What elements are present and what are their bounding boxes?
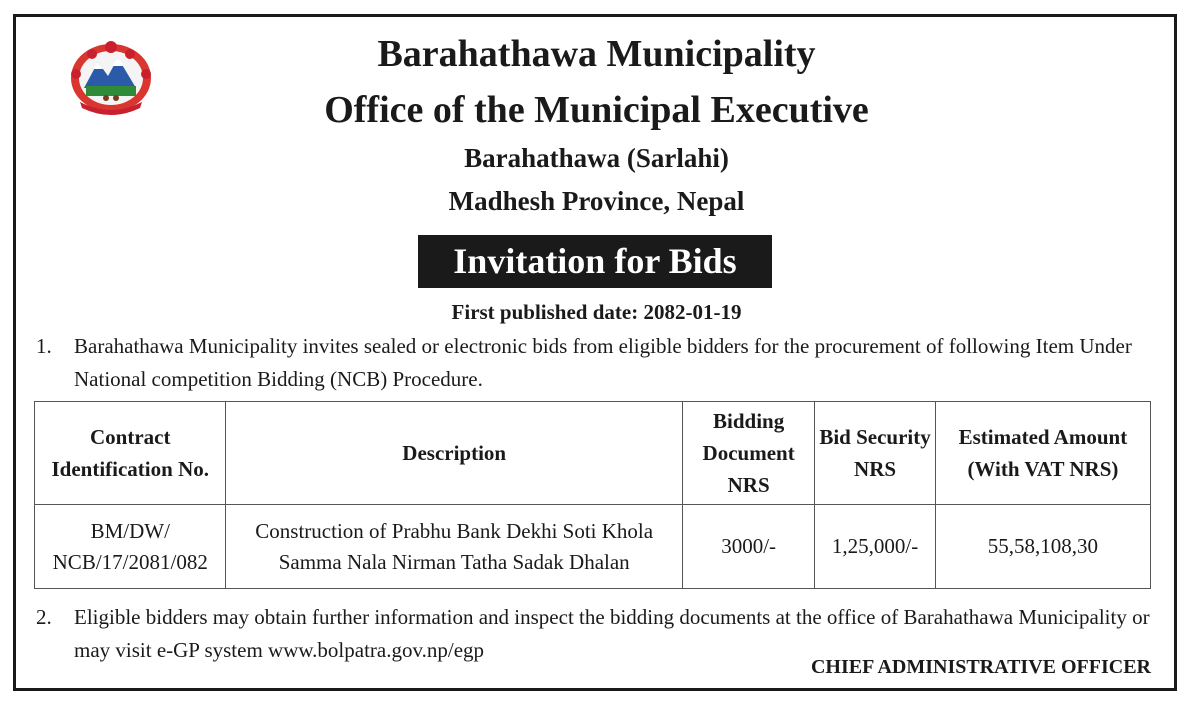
notice-banner: Invitation for Bids [418, 235, 772, 288]
bid-security-cell: 1,25,000/- [815, 505, 936, 589]
paragraph-1 [36, 330, 1156, 396]
column-header: Contract Identification No. [35, 402, 226, 505]
column-header: Description [226, 402, 682, 505]
bid-table [34, 401, 1151, 589]
paragraph-number: 1. [36, 334, 52, 358]
location-line: Barahathawa (Sarlahi) [464, 143, 729, 173]
paragraph-text: Eligible bidders may obtain further information and inspect the bidding documents at the office of Barahathawa Municipality or may visit e-GP system www.bolpatra.gov.np/egp [74, 605, 1150, 662]
paragraph-text: Barahathawa Municipality invites sealed or electronic bids from eligible bidders for the procurement of following Item Under National competition Bidding (NCB) Procedure. [74, 334, 1132, 391]
published-date: First published date: 2082-01-19 [451, 300, 742, 324]
province-line: Madhesh Province, Nepal [448, 186, 745, 216]
column-header: Bid Security NRS [815, 402, 936, 505]
contract-id-cell: BM/DW/ NCB/17/2081/082 [35, 505, 226, 589]
office-title: Office of the Municipal Executive [324, 89, 869, 131]
estimated-amount-cell: 55,58,108,30 [935, 505, 1150, 589]
description-cell: Construction of Prabhu Bank Dekhi Soti Khola Samma Nala Nirman Tatha Sadak Dhalan [226, 505, 682, 589]
bidding-document-cell: 3000/- [682, 505, 814, 589]
municipality-title: Barahathawa Municipality [377, 33, 816, 75]
column-header: Bidding Document NRS [682, 402, 814, 505]
paragraph-number: 2. [36, 605, 52, 629]
table-header-row [35, 402, 1151, 505]
column-header: Estimated Amount (With VAT NRS) [935, 402, 1150, 505]
table-row [35, 505, 1151, 589]
signature-title: CHIEF ADMINISTRATIVE OFFICER [810, 656, 1151, 678]
